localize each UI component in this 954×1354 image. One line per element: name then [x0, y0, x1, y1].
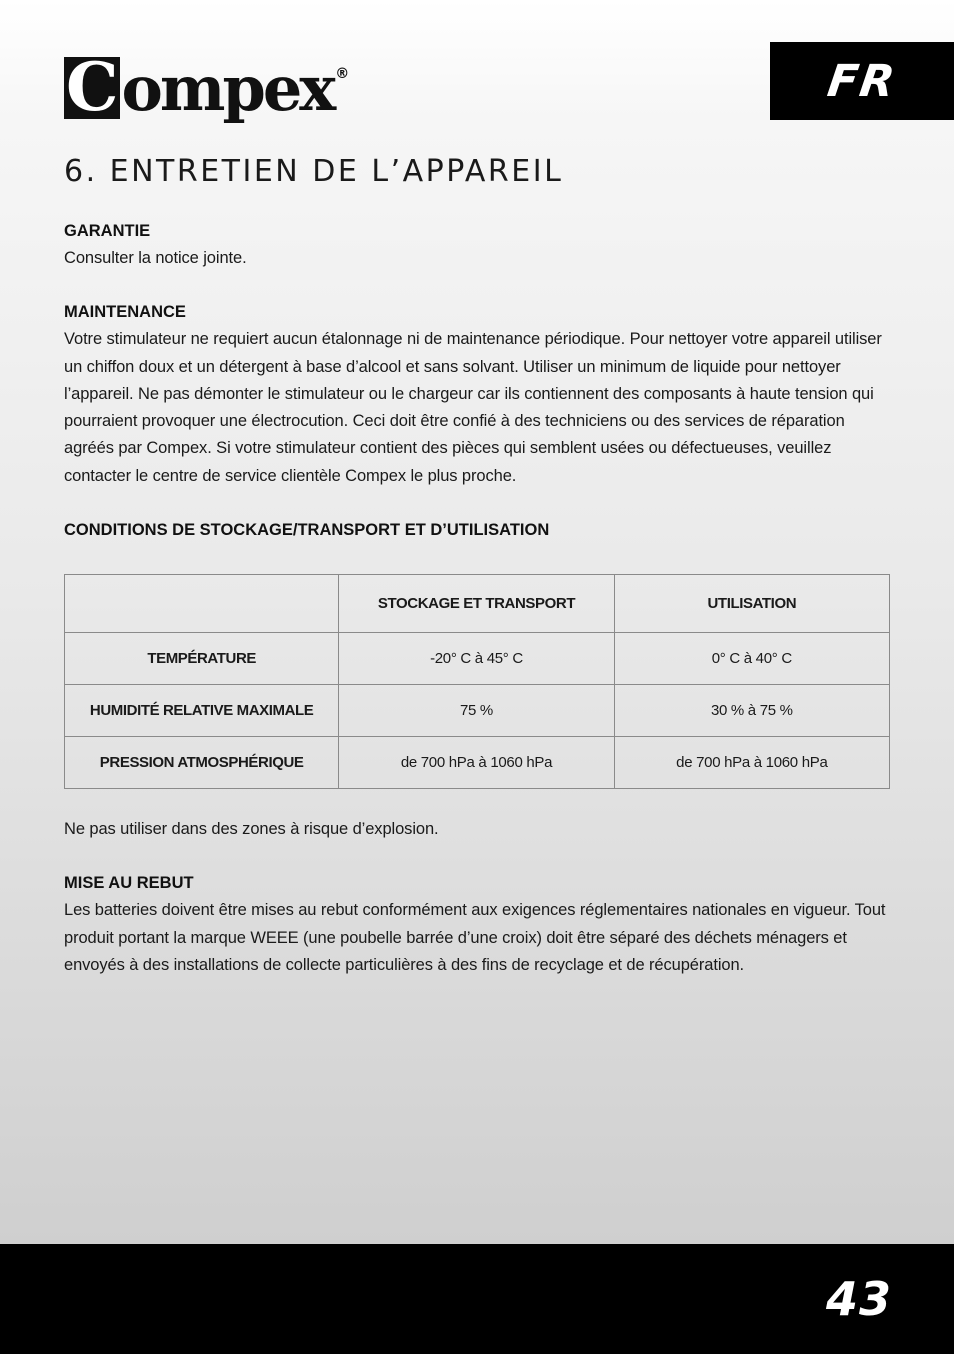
language-label: FR [824, 55, 900, 107]
brand-rest: ompex [121, 52, 334, 125]
page-title: 6. ENTRETIEN DE L’APPAREIL [64, 154, 564, 189]
cell-pressure-usage: de 700 hPa à 1060 hPa [614, 737, 889, 789]
cell-temperature-storage: -20° C à 45° C [339, 633, 614, 685]
table-header-empty [65, 575, 339, 633]
table-header-usage: UTILISATION [614, 575, 889, 633]
garantie-heading: GARANTIE [64, 222, 151, 240]
table-header-row [65, 575, 890, 633]
registered-mark: ® [335, 66, 350, 82]
row-label-pressure: PRESSION ATMOSPHÉRIQUE [65, 737, 339, 789]
language-tab [770, 42, 954, 120]
conditions-heading: CONDITIONS DE STOCKAGE/TRANSPORT ET D’UTILISATION [64, 521, 550, 540]
rebut-text: Les batteries doivent être mises au rebut conformément aux exigences réglementaires nationales en vigueur. Tout produit portant la marque WEEE (une poubelle barrée d’une croix) doit être séparé des déchets ménagers et envoyés à des installations de collecte particulières à des fins de recyclage et de récupération. [64, 901, 886, 974]
table-row [65, 685, 890, 737]
brand-wordmark [64, 48, 350, 126]
row-label-temperature: TEMPÉRATURE [65, 633, 339, 685]
page-footer [0, 1244, 954, 1354]
table-header-storage: STOCKAGE ET TRANSPORT [339, 575, 614, 633]
brand-first-letter: C [64, 57, 120, 119]
maintenance-heading: MAINTENANCE [64, 303, 186, 322]
compex-logo [64, 44, 350, 126]
maintenance-text: Votre stimulateur ne requiert aucun étalonnage ni de maintenance périodique. Pour nettoyer votre appareil utiliser un chiffon doux et un détergent à base d’alcool et sans solvant. Utiliser un minimum de liquide pour nettoyer l’appareil. Ne pas démonter le stimulateur ou le chargeur car ils contiennent des composants à haute tension qui pourraient provoquer une électrocution. Ceci doit être confié à des techniciens ou des services de réparation agréés par Compex. Si votre stimulateur contient des pièces qui semblent usées ou défectueuses, veuillez contacter le centre de service clientèle Compex le plus proche. [64, 330, 882, 485]
main-content [64, 218, 890, 979]
row-label-humidity: HUMIDITÉ RELATIVE MAXIMALE [65, 685, 339, 737]
rebut-heading: MISE AU REBUT [64, 874, 194, 893]
garantie-text: Consulter la notice jointe. [64, 249, 247, 267]
page-number: 43 [825, 1272, 892, 1326]
table-row [65, 633, 890, 685]
cell-humidity-usage: 30 % à 75 % [614, 685, 889, 737]
cell-temperature-usage: 0° C à 40° C [614, 633, 889, 685]
cell-pressure-storage: de 700 hPa à 1060 hPa [339, 737, 614, 789]
explosion-note: Ne pas utiliser dans des zones à risque d’explosion. [64, 820, 439, 839]
cell-humidity-storage: 75 % [339, 685, 614, 737]
table-row [65, 737, 890, 789]
conditions-table [64, 574, 890, 789]
